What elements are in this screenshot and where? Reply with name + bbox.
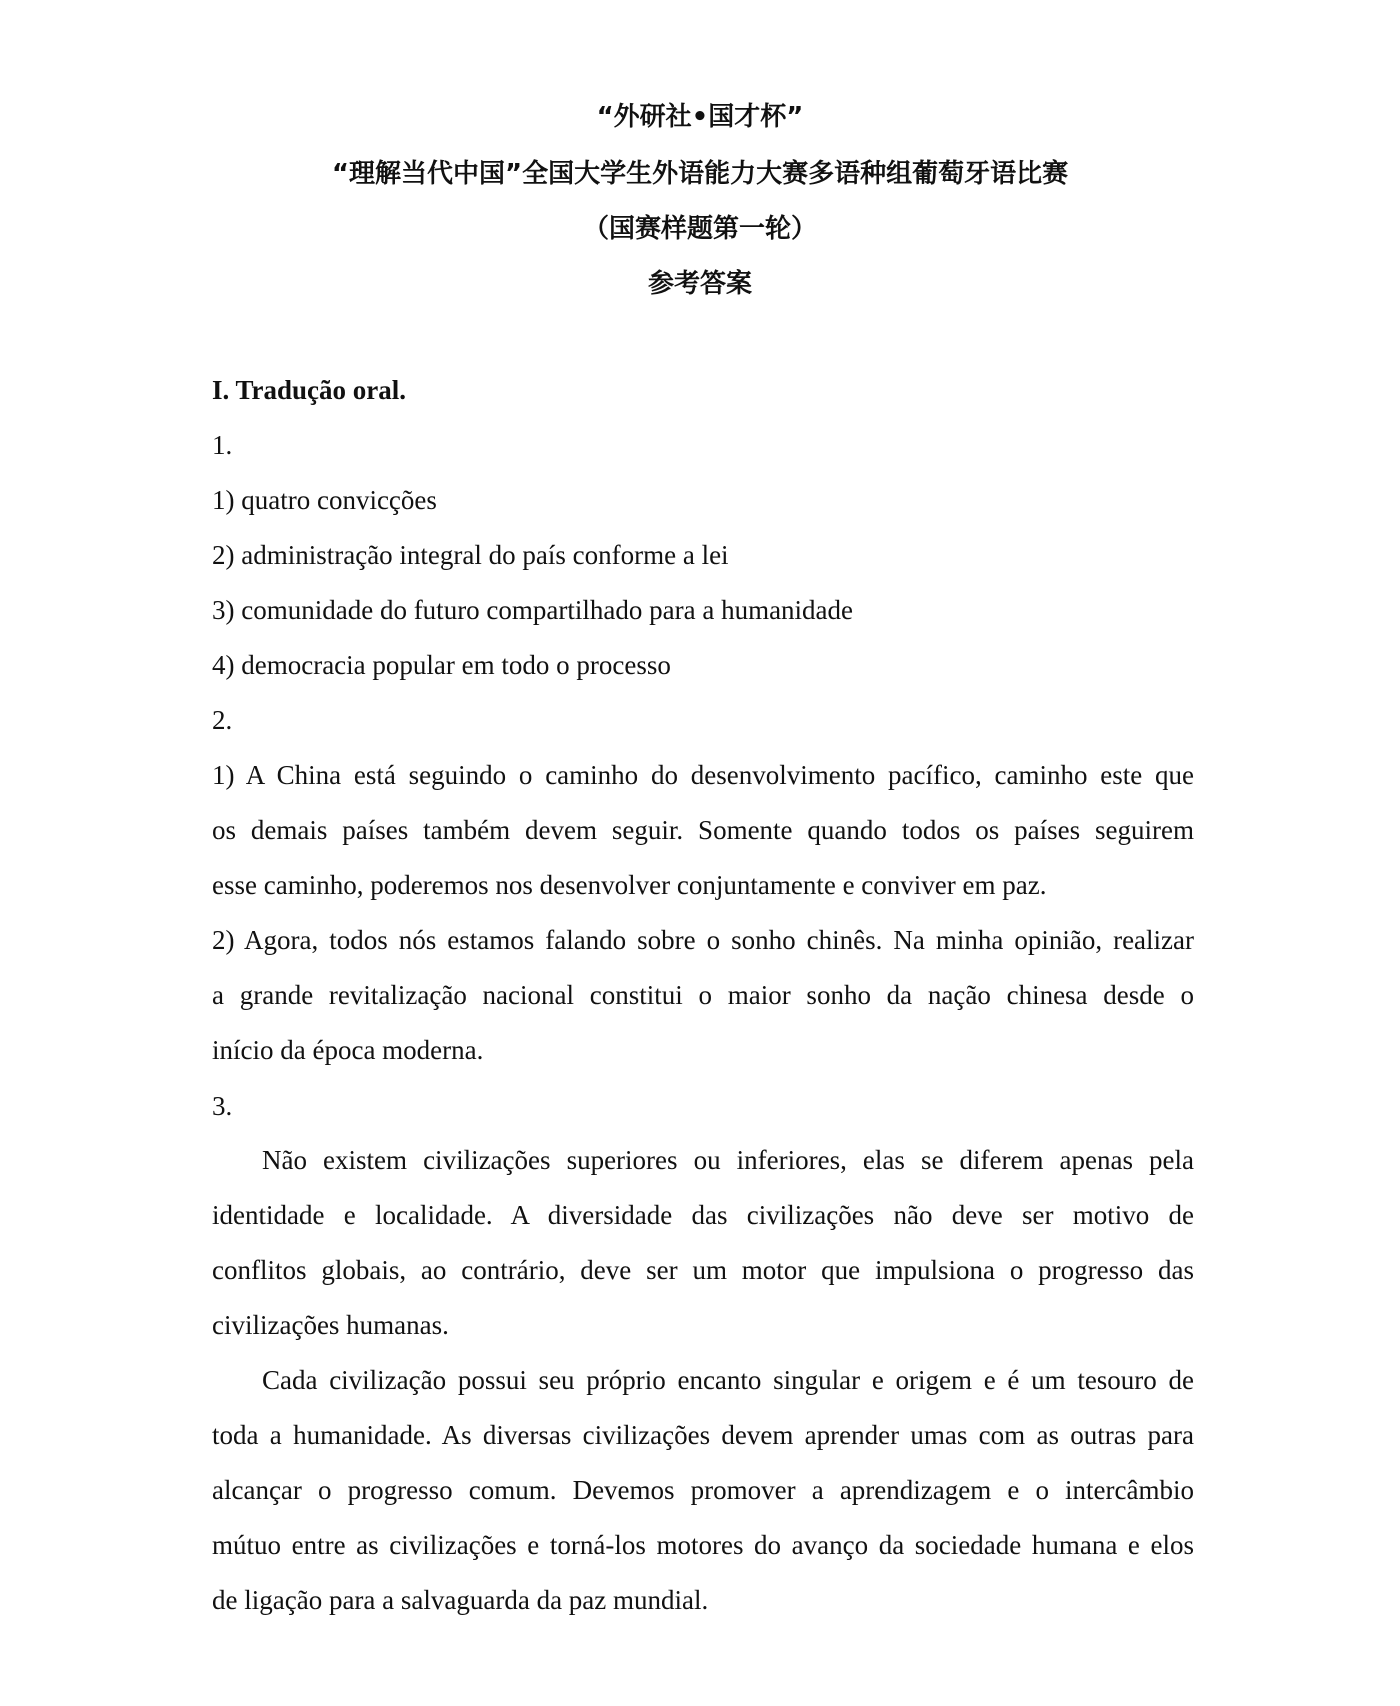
- question-number-1: 1.: [212, 430, 233, 460]
- q3-paragraph1-line: conflitos globais, ao contrário, deve ser um motor que impulsiona o progresso das: [212, 1255, 1194, 1285]
- q2-answer2-line: início da época moderna.: [212, 1035, 484, 1065]
- header-title-cup: “外研社•国才杯”: [596, 102, 804, 132]
- header-answer-key: 参考答案: [647, 269, 752, 299]
- q1-item: 2) administração integral do país conforme a lei: [212, 540, 729, 570]
- q2-answer2-line: 2) Agora, todos nós estamos falando sobre o sonho chinês. Na minha opinião, realizar: [212, 925, 1194, 955]
- q1-item: 1) quatro convicções: [212, 485, 437, 515]
- q3-paragraph2-line: toda a humanidade. As diversas civilizações devem aprender umas com as outras para: [212, 1420, 1194, 1450]
- q3-paragraph1-line: identidade e localidade. A diversidade das civilizações não deve ser motivo de: [212, 1200, 1194, 1230]
- q2-answer1-line: os demais países também devem seguir. Somente quando todos os países seguirem: [212, 815, 1194, 845]
- q3-paragraph2-line: alcançar o progresso comum. Devemos promover a aprendizagem e o intercâmbio: [212, 1475, 1194, 1505]
- question-number-3: 3.: [212, 1091, 233, 1121]
- q3-paragraph2-line: mútuo entre as civilizações e torná-los motores do avanço da sociedade humana e elos: [212, 1530, 1194, 1560]
- q3-paragraph2-line: de ligação para a salvaguarda da paz mundial.: [212, 1585, 709, 1615]
- header-subtitle-round: （国赛样题第一轮）: [582, 214, 817, 244]
- q2-answer1-line: 1) A China está seguindo o caminho do desenvolvimento pacífico, caminho este que: [212, 760, 1194, 790]
- q3-paragraph1-line: civilizações humanas.: [212, 1310, 449, 1340]
- question-number-2: 2.: [212, 705, 233, 735]
- header-title-competition: “理解当代中国”全国大学生外语能力大赛多语种组葡萄牙语比赛: [331, 159, 1069, 189]
- section-title: I. Tradução oral.: [212, 375, 407, 405]
- q1-item: 4) democracia popular em todo o processo: [212, 650, 671, 680]
- q3-paragraph2-line: Cada civilização possui seu próprio encanto singular e origem e é um tesouro de: [262, 1365, 1194, 1395]
- q2-answer2-line: a grande revitalização nacional constitui o maior sonho da nação chinesa desde o: [212, 980, 1194, 1010]
- q2-answer1-line: esse caminho, poderemos nos desenvolver conjuntamente e conviver em paz.: [212, 870, 1047, 900]
- q3-paragraph1-line: Não existem civilizações superiores ou inferiores, elas se diferem apenas pela: [262, 1145, 1194, 1175]
- q1-item: 3) comunidade do futuro compartilhado para a humanidade: [212, 595, 854, 625]
